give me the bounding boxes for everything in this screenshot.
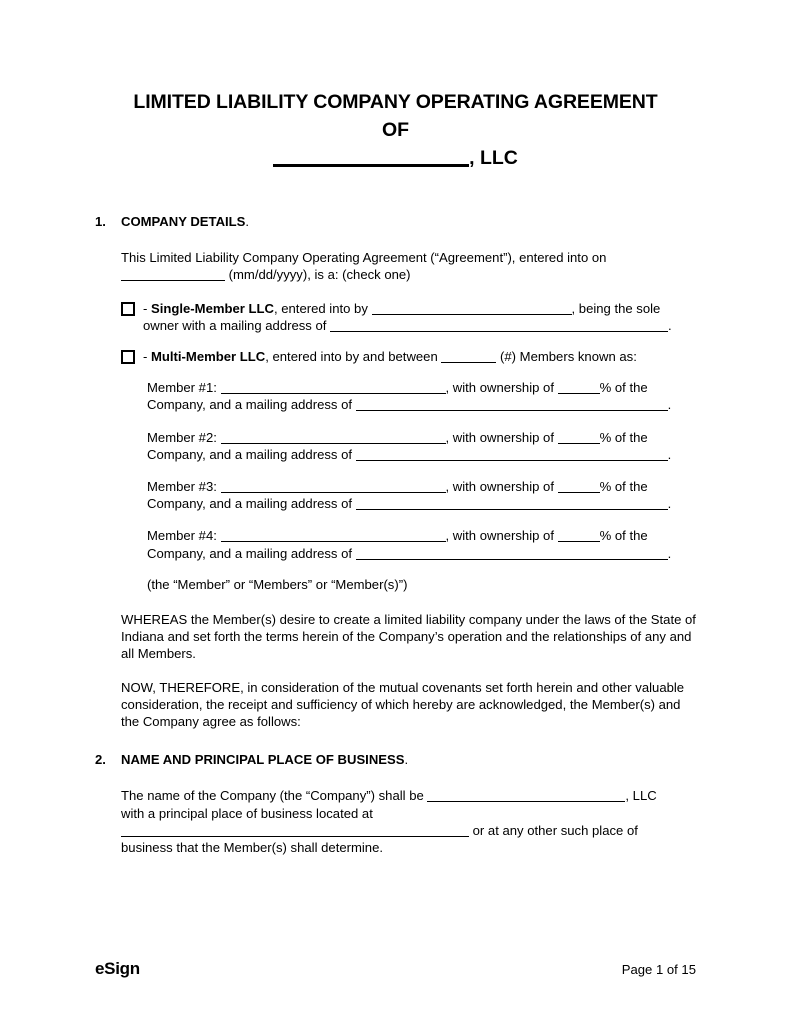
title-line-1: LIMITED LIABILITY COMPANY OPERATING AGREEMENT bbox=[133, 91, 658, 113]
member-4-address-suffix: . bbox=[667, 545, 672, 561]
single-member-line-2 bbox=[121, 317, 696, 334]
member-entry-2 bbox=[95, 429, 696, 463]
member-3-ownership-blank[interactable] bbox=[558, 481, 600, 493]
member-3-address-blank[interactable] bbox=[356, 498, 668, 510]
single-member-text-after-blank: , being the sole bbox=[571, 300, 661, 316]
whereas-paragraph: WHEREAS the Member(s) desire to create a limited liability company under the laws of the State of Indiana and set forth the terms herein of the Company’s operation and the relationships of any and all Members. bbox=[121, 612, 696, 662]
section-2-text-part-3: with a principal place of business located at bbox=[121, 805, 373, 821]
member-3-label: Member #3: bbox=[147, 479, 217, 495]
member-1-ownership-prefix: , with ownership of bbox=[445, 380, 554, 396]
company-name-input-blank[interactable] bbox=[427, 790, 625, 802]
section-1-intro-paragraph bbox=[95, 249, 696, 283]
member-1-address-prefix: Company, and a mailing address of bbox=[147, 397, 353, 413]
page-number-label: Page 1 of 15 bbox=[621, 961, 696, 977]
member-4-ownership-blank[interactable] bbox=[558, 530, 600, 542]
member-1-label: Member #1: bbox=[147, 380, 217, 396]
multi-member-dash: - bbox=[143, 349, 148, 365]
member-2-address-blank[interactable] bbox=[356, 449, 668, 461]
member-3-name-blank[interactable] bbox=[221, 481, 446, 493]
multi-member-text-after-blank: (#) Members known as: bbox=[500, 349, 637, 365]
section-2-period: . bbox=[404, 752, 409, 768]
section-2-text-part-4: or at any other such place of bbox=[472, 822, 638, 838]
member-4-address-blank[interactable] bbox=[356, 548, 668, 560]
single-member-address-suffix: . bbox=[668, 317, 672, 333]
member-1-name-blank[interactable] bbox=[221, 382, 446, 394]
document-body bbox=[95, 213, 696, 856]
member-entry-4 bbox=[95, 527, 696, 561]
section-1-title: COMPANY DETAILS bbox=[121, 214, 246, 229]
member-2-ownership-prefix: , with ownership of bbox=[445, 429, 554, 445]
multi-member-text-after-label: , entered into by and between bbox=[265, 349, 438, 365]
member-1-address-blank[interactable] bbox=[356, 399, 668, 411]
member-3-address-prefix: Company, and a mailing address of bbox=[147, 496, 353, 512]
member-entry-3 bbox=[95, 478, 696, 512]
section-1-number: 1. bbox=[95, 214, 106, 229]
multi-member-count-blank[interactable] bbox=[441, 351, 496, 363]
now-therefore-paragraph: NOW, THEREFORE, in consideration of the mutual covenants set forth herein and other valuable consideration, the receipt and sufficiency of which hereby are acknowledged, the Member(s) and the Company agree as follows: bbox=[121, 679, 685, 730]
title-llc-suffix: , LLC bbox=[469, 147, 518, 169]
section-2-title: NAME AND PRINCIPAL PLACE OF BUSINESS bbox=[121, 752, 405, 768]
member-entry-1 bbox=[95, 379, 696, 413]
member-3-address-suffix: . bbox=[667, 496, 672, 512]
multi-member-option[interactable] bbox=[95, 348, 696, 365]
document-title-block bbox=[95, 88, 696, 172]
section-2-text-part-2: , LLC bbox=[625, 788, 657, 804]
member-4-label: Member #4: bbox=[147, 528, 217, 544]
member-2-label: Member #2: bbox=[147, 429, 217, 445]
agreement-date-blank[interactable] bbox=[121, 269, 225, 281]
title-line-of: OF bbox=[382, 119, 409, 141]
intro-text-part-1: This Limited Liability Company Operating Agreement (“Agreement”), entered into on bbox=[121, 250, 607, 266]
page-footer bbox=[95, 959, 696, 979]
esign-logo: eSign bbox=[95, 959, 140, 978]
section-2-heading bbox=[95, 751, 696, 768]
member-3-ownership-suffix: % of the bbox=[599, 479, 648, 495]
member-2-address-prefix: Company, and a mailing address of bbox=[147, 446, 353, 462]
single-member-label: Single-Member LLC bbox=[151, 300, 274, 316]
single-member-text-after-label: , entered into by bbox=[273, 300, 368, 316]
member-2-address-suffix: . bbox=[667, 446, 672, 462]
members-definition-note: (the “Member” or “Members” or “Member(s)”) bbox=[147, 576, 408, 592]
section-2-text-part-1: The name of the Company (the “Company”) shall be bbox=[121, 788, 424, 804]
member-2-name-blank[interactable] bbox=[221, 432, 446, 444]
single-member-address-blank[interactable] bbox=[330, 320, 668, 332]
single-member-option[interactable] bbox=[95, 300, 696, 334]
member-1-ownership-blank[interactable] bbox=[558, 382, 600, 394]
member-4-name-blank[interactable] bbox=[221, 530, 446, 542]
member-3-ownership-prefix: , with ownership of bbox=[445, 479, 554, 495]
single-member-dash: - bbox=[143, 300, 148, 316]
single-member-checkbox[interactable] bbox=[121, 302, 135, 316]
principal-place-of-business-blank[interactable] bbox=[121, 825, 469, 837]
section-1-period: . bbox=[245, 214, 250, 229]
member-2-ownership-suffix: % of the bbox=[599, 429, 648, 445]
single-member-address-prefix: owner with a mailing address of bbox=[143, 317, 327, 333]
member-1-address-suffix: . bbox=[667, 397, 672, 413]
intro-text-part-2: (mm/dd/yyyy), is a: (check one) bbox=[228, 267, 411, 283]
single-member-line-1 bbox=[121, 300, 696, 317]
multi-member-line-1 bbox=[121, 348, 696, 365]
company-name-blank[interactable] bbox=[273, 147, 469, 167]
section-2-text-part-5: business that the Member(s) shall determine. bbox=[121, 840, 383, 856]
member-4-ownership-prefix: , with ownership of bbox=[445, 528, 554, 544]
section-2-body bbox=[95, 787, 696, 856]
member-4-address-prefix: Company, and a mailing address of bbox=[147, 545, 353, 561]
member-4-ownership-suffix: % of the bbox=[599, 528, 648, 544]
multi-member-checkbox[interactable] bbox=[121, 350, 135, 364]
member-1-ownership-suffix: % of the bbox=[599, 380, 648, 396]
title-company-name bbox=[95, 144, 696, 172]
member-2-ownership-blank[interactable] bbox=[558, 432, 600, 444]
single-member-name-blank[interactable] bbox=[372, 303, 572, 315]
multi-member-label: Multi-Member LLC bbox=[151, 349, 266, 365]
section-1-heading bbox=[95, 213, 696, 230]
section-2-number: 2. bbox=[95, 752, 106, 768]
